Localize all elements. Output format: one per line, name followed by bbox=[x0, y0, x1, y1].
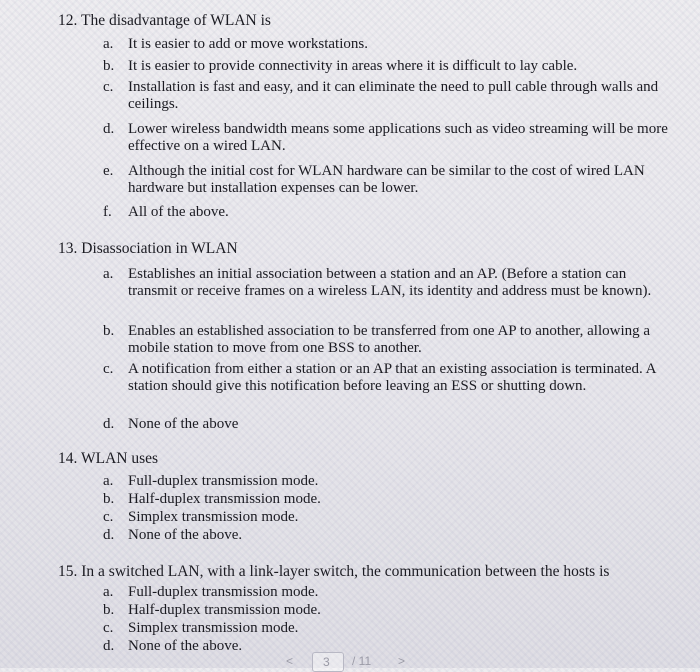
option-text: Full-duplex transmission mode. bbox=[128, 473, 319, 489]
question-14-title: 14. WLAN uses bbox=[58, 450, 159, 467]
option-letter: c. bbox=[103, 79, 114, 95]
prev-page-icon[interactable]: < bbox=[286, 654, 294, 668]
option-text: Lower wireless bandwidth means some applications such as video streaming will be more effective on a wired LAN. bbox=[128, 121, 668, 154]
page-number-input[interactable] bbox=[312, 652, 344, 672]
question-13-title: 13. Disassociation in WLAN bbox=[58, 240, 238, 257]
option-text: Installation is fast and easy, and it can eliminate the need to pull cable through walls and ceilings. bbox=[128, 79, 659, 112]
option-text: Full-duplex transmission mode. bbox=[128, 584, 319, 600]
question-15-title: 15. In a switched LAN, with a link-layer switch, the communication between the hosts is bbox=[58, 563, 610, 580]
option-text: Half-duplex transmission mode. bbox=[128, 602, 321, 618]
option-letter: a. bbox=[103, 473, 114, 489]
option-letter: f. bbox=[103, 204, 112, 220]
option-letter: a. bbox=[103, 36, 114, 52]
question-12-title: 12. The disadvantage of WLAN is bbox=[58, 12, 271, 29]
option-letter: b. bbox=[103, 602, 115, 618]
option-letter: d. bbox=[103, 121, 115, 137]
option-letter: a. bbox=[103, 266, 114, 282]
option-letter: e. bbox=[103, 163, 114, 179]
option-letter: b. bbox=[103, 491, 115, 507]
option-text: Establishes an initial association between a station and an AP. (Before a station can transmit or receive frames on a wireless LAN, its identity and address must be known). bbox=[128, 266, 652, 299]
current-page: 3 bbox=[323, 655, 330, 669]
option-text: Half-duplex transmission mode. bbox=[128, 491, 321, 507]
option-text: All of the above. bbox=[128, 204, 229, 220]
option-letter: d. bbox=[103, 527, 115, 543]
option-text: Enables an established association to be transferred from one AP to another, allowing a mobile station to move from one BSS to another. bbox=[128, 323, 651, 356]
option-letter: a. bbox=[103, 584, 114, 600]
option-text: A notification from either a station or an AP that an existing association is terminated. A station should give this notification before leaving an ESS or shutting down. bbox=[128, 361, 656, 394]
total-pages: / 11 bbox=[352, 654, 372, 668]
option-letter: c. bbox=[103, 509, 114, 525]
option-text: It is easier to add or move workstations. bbox=[128, 36, 368, 52]
option-letter: c. bbox=[103, 361, 114, 377]
option-letter: d. bbox=[103, 416, 115, 432]
next-page-icon[interactable]: > bbox=[398, 654, 406, 668]
option-text: It is easier to provide connectivity in areas where it is difficult to lay cable. bbox=[128, 58, 578, 74]
option-text: Although the initial cost for WLAN hardware can be similar to the cost of wired LAN hardware but installation expenses can be lower. bbox=[128, 163, 645, 196]
option-text: None of the above. bbox=[128, 527, 243, 543]
option-text: Simplex transmission mode. bbox=[128, 620, 299, 636]
option-text: None of the above. bbox=[128, 638, 243, 654]
option-letter: c. bbox=[103, 620, 114, 636]
option-letter: b. bbox=[103, 58, 115, 74]
page-navigator bbox=[280, 650, 420, 670]
option-letter: d. bbox=[103, 638, 115, 654]
option-letter: b. bbox=[103, 323, 115, 339]
option-text: None of the above bbox=[128, 416, 239, 432]
option-text: Simplex transmission mode. bbox=[128, 509, 299, 525]
